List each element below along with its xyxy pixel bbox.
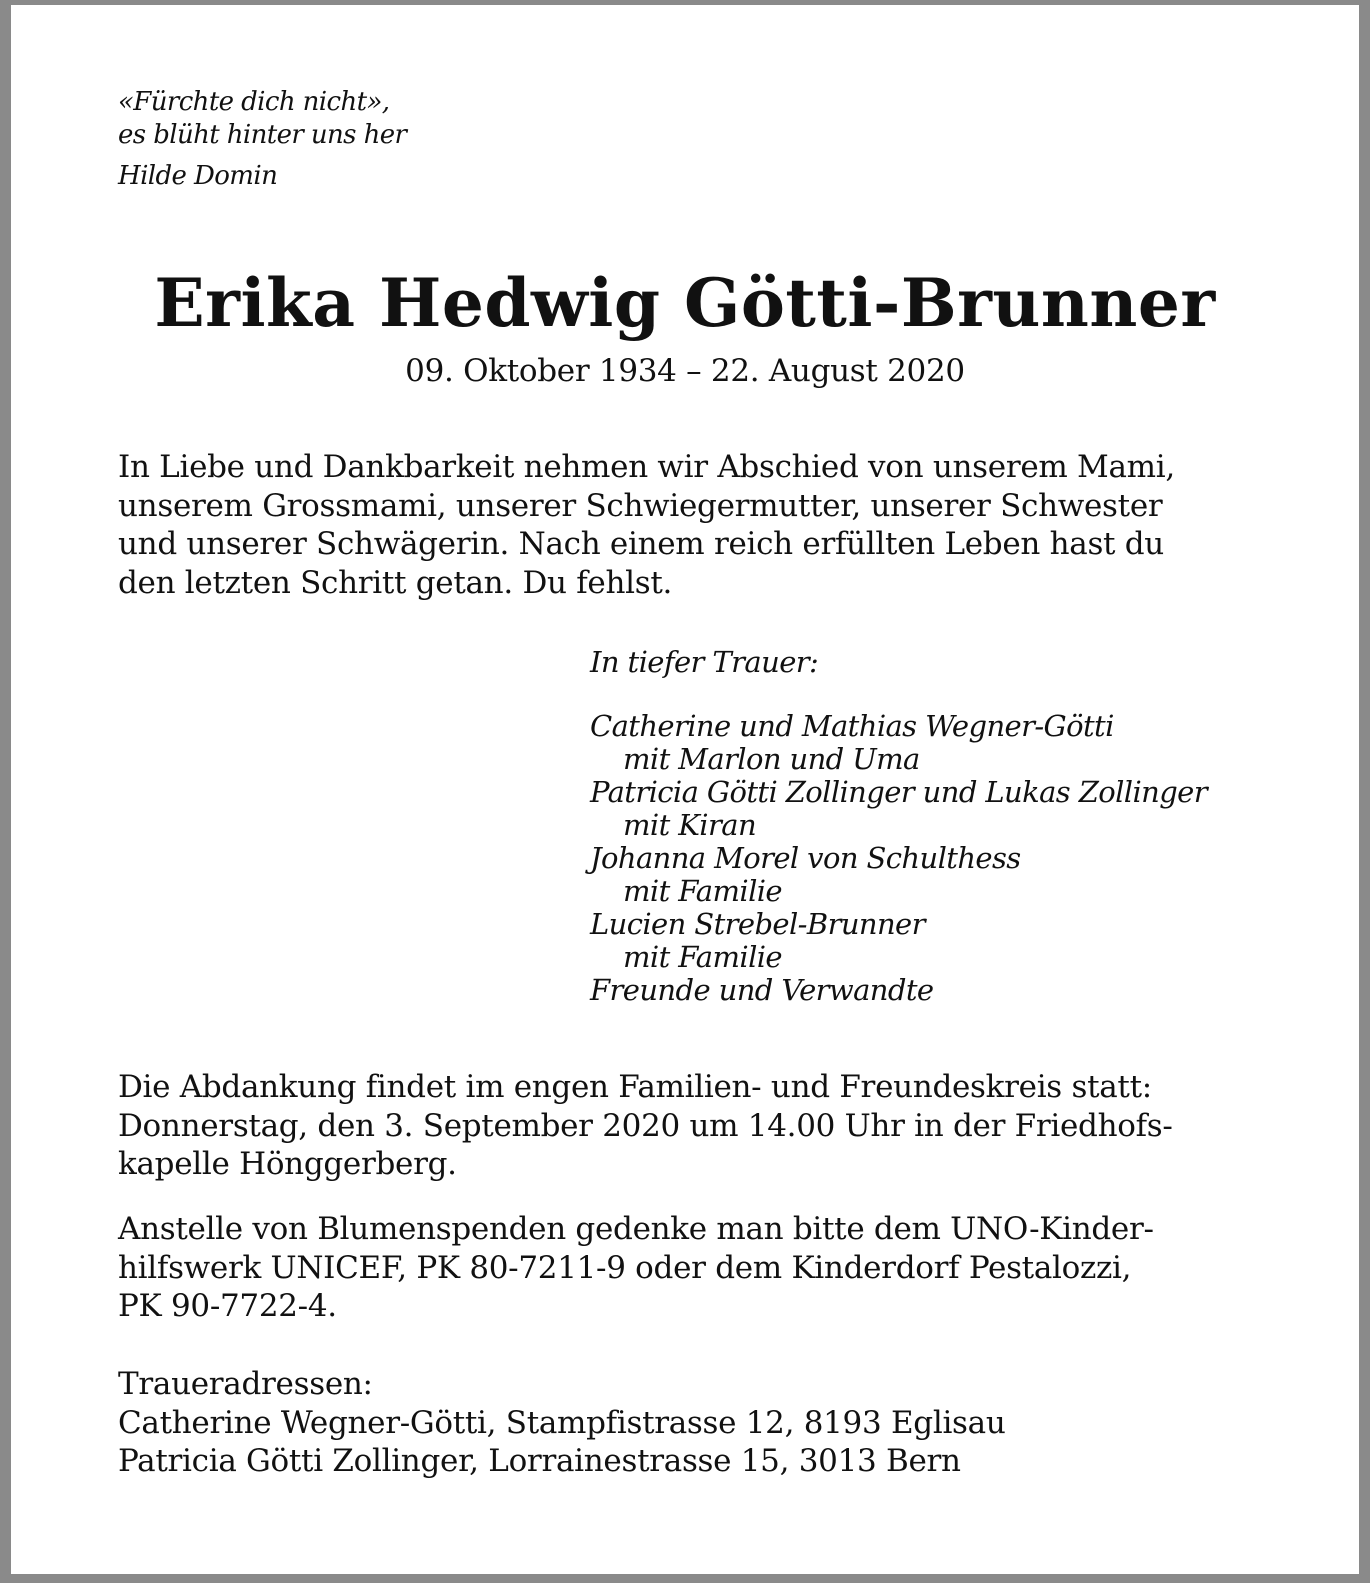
mourner-family: mit Familie	[623, 874, 782, 908]
ceremony-line: Donnerstag, den 3. September 2020 um 14.00 Uhr in der Friedhofs-	[118, 1107, 1173, 1144]
ceremony-line: Die Abdankung findet im engen Familien- und Freundeskreis statt:	[118, 1069, 1152, 1105]
donation-line: PK 90-7722-4.	[118, 1288, 337, 1324]
ceremony-line: kapelle Hönggerberg.	[118, 1146, 457, 1182]
farewell-paragraph	[118, 448, 1248, 602]
mourner-name: Johanna Morel von Schulthess	[590, 841, 1021, 875]
mourners-list	[590, 646, 1207, 1007]
address-line: Patricia Götti Zollinger, Lorrainestrasse 15, 3013 Bern	[118, 1443, 961, 1479]
motto-line: es blüht hinter uns her	[118, 120, 407, 150]
donation-line: Anstelle von Blumenspenden gedenke man bitte dem UNO-Kinder-	[118, 1211, 1154, 1247]
mourner-family: mit Kiran	[623, 808, 757, 842]
donation-line: hilfswerk UNICEF, PK 80-7211-9 oder dem Kinderdorf Pestalozzi,	[118, 1249, 1132, 1286]
ceremony-paragraph	[118, 1068, 1248, 1184]
motto-author: Hilde Domin	[118, 161, 278, 191]
mourners-intro: In tiefer Trauer:	[590, 645, 819, 679]
donation-paragraph	[118, 1210, 1248, 1326]
motto-line: «Fürchte dich nicht»,	[118, 87, 390, 117]
mourner-family: mit Marlon und Uma	[623, 742, 920, 776]
mourner-name: Patricia Götti Zollinger und Lukas Zollinger	[590, 775, 1207, 809]
life-dates: 09. Oktober 1934 – 22. August 2020	[405, 353, 965, 389]
farewell-line: und unserer Schwägerin. Nach einem reich erfüllten Leben hast du	[118, 526, 1164, 562]
address-line: Catherine Wegner-Götti, Stampfistrasse 12, 8193 Eglisau	[118, 1404, 1006, 1441]
addresses-title: Traueradressen:	[118, 1366, 373, 1402]
addresses-block	[118, 1365, 1248, 1481]
mourner-family: mit Familie	[623, 940, 782, 974]
farewell-line: den letzten Schritt getan. Du fehlst.	[118, 564, 673, 601]
deceased-name: Erika Hedwig Götti-Brunner	[154, 264, 1216, 342]
mourner-name: Catherine und Mathias Wegner-Götti	[590, 709, 1114, 743]
motto-quote	[118, 86, 406, 193]
farewell-line: unserem Grossmami, unserer Schwiegermutter, unserer Schwester	[118, 487, 1163, 524]
mourner-name: Freunde und Verwandte	[590, 973, 934, 1007]
farewell-line: In Liebe und Dankbarkeit nehmen wir Abschied von unserem Mami,	[118, 449, 1175, 485]
mourner-name: Lucien Strebel-Brunner	[590, 907, 925, 941]
